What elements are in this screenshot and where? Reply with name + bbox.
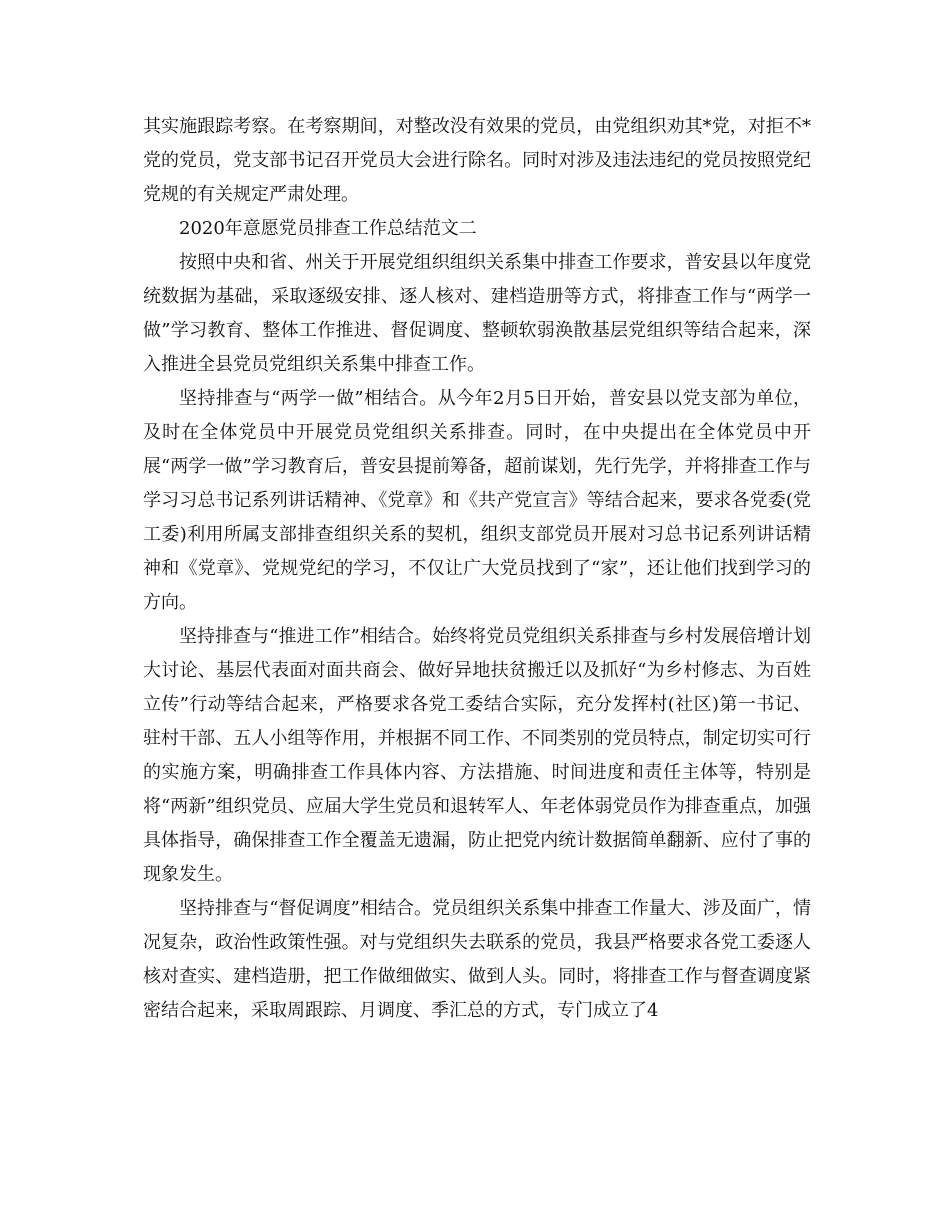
document-body <box>143 110 811 1028</box>
paragraph-continuation: 其实施跟踪考察。在考察期间，对整改没有效果的党员，由党组织劝其*党，对拒不*党的党员，党支部书记召开党员大会进行除名。同时对涉及违法违纪的党员按照党纪党规的有关规定严肃处理。 <box>143 116 811 205</box>
paragraph-promote-work: 坚持排查与“推进工作”相结合。始终将党员党组织关系排查与乡村发展倍增计划大讨论、基层代表面对面共商会、做好异地扶贫搬迁以及抓好“为乡村修志、为百姓立传”行动等结合起来，严格要求各党工委结合实际，充分发挥村(社区)第一书记、驻村干部、五人小组等作用，并根据不同工作、不同类别的党员特点，制定切实可行的实施方案，明确排查工作具体内容、方法措施、时间进度和责任主体等，特别是将“两新”组织党员、应届大学生党员和退转军人、年老体弱党员作为排查重点，加强具体指导，确保排查工作全覆盖无遗漏，防止把党内统计数据简单翻新、应付了事的现象发生。 <box>143 626 811 885</box>
paragraph-intro: 按照中央和省、州关于开展党组织组织关系集中排查工作要求，普安县以年度党统数据为基础，采取逐级安排、逐人核对、建档造册等方式，将排查工作与“两学一做”学习教育、整体工作推进、督促调度、整顿软弱涣散基层党组织等结合起来，深入推进全县党员党组织关系集中排查工作。 <box>143 252 811 375</box>
section-heading: 2020年意愿党员排查工作总结范文二 <box>179 218 477 239</box>
paragraph-two-study: 坚持排查与“两学一做”相结合。从今年2月5日开始，普安县以党支部为单位，及时在全体党员中开展党员党组织关系排查。同时，在中央提出在全体党员中开展“两学一做”学习教育后，普安县提前筹备，超前谋划，先行先学，并将排查工作与学习习总书记系列讲话精神、《党章》和《共产党宣言》等结合起来，要求各党委(党工委)利用所属支部排查组织关系的契机，组织支部党员开展对习总书记系列讲话精神和《党章》、党规党纪的学习，不仅让广大党员找到了“家”，还让他们找到学习的方向。 <box>143 388 811 613</box>
paragraph-supervise: 坚持排查与“督促调度”相结合。党员组织关系集中排查工作量大、涉及面广，情况复杂，政治性政策性强。对与党组织失去联系的党员，我县严格要求各党工委逐人核对查实、建档造册，把工作做细做实、做到人头。同时，将排查工作与督查调度紧密结合起来，采取周跟踪、月调度、季汇总的方式，专门成立了4 <box>143 898 811 1021</box>
